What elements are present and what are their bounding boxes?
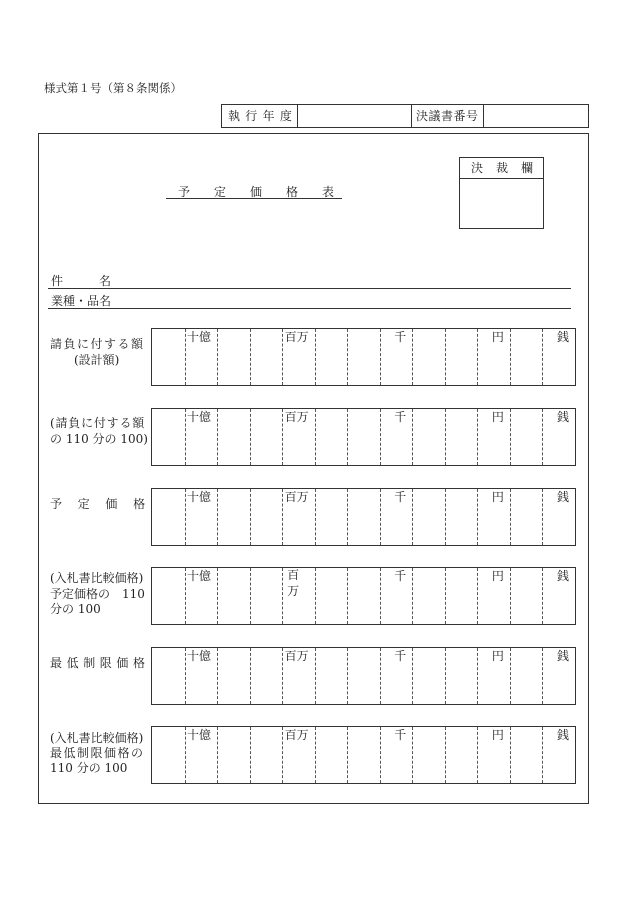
digit-cell	[510, 568, 543, 624]
digit-cell	[152, 568, 185, 624]
digit-cell	[380, 648, 413, 704]
digit-cell	[282, 568, 315, 624]
unit-label-sen-coin: 銭	[556, 569, 569, 583]
digit-cell	[282, 648, 315, 704]
row-label-line: 最低制限価格の	[50, 746, 145, 760]
price-row	[39, 408, 588, 466]
digit-cell	[282, 329, 315, 385]
amount-box	[151, 726, 576, 784]
digit-cell	[185, 727, 218, 783]
digit-cell	[250, 409, 283, 465]
digit-cell	[477, 489, 510, 545]
execution-year-label: 執行年度	[222, 105, 298, 127]
row-label-line: 請負に付する額	[50, 337, 145, 351]
digit-cell	[250, 489, 283, 545]
digit-cell	[315, 648, 348, 704]
project-name-field	[48, 275, 571, 289]
approval-stamp-area	[460, 179, 543, 228]
row-label	[50, 655, 150, 671]
digit-cell	[217, 648, 250, 704]
digit-cell	[542, 409, 575, 465]
unit-label-ten-oku: 十億	[187, 728, 212, 742]
row-label	[50, 496, 161, 512]
digit-cell	[185, 648, 218, 704]
digit-cell	[477, 568, 510, 624]
unit-label-en: 円	[491, 569, 504, 583]
unit-label-en: 円	[491, 728, 504, 742]
digit-cell	[347, 489, 380, 545]
digit-cell	[347, 409, 380, 465]
unit-label-sen-coin: 銭	[556, 728, 569, 742]
digit-cell	[315, 329, 348, 385]
digit-cell	[445, 648, 478, 704]
price-row	[39, 726, 588, 784]
digit-cell	[542, 648, 575, 704]
row-label-line: 予定価格の 110	[50, 586, 145, 601]
digit-cell	[380, 489, 413, 545]
form-frame	[38, 133, 589, 804]
digit-cell	[315, 409, 348, 465]
digit-cell	[250, 568, 283, 624]
unit-label-en: 円	[491, 649, 504, 663]
digit-cell	[185, 329, 218, 385]
unit-label-sen: 千	[394, 649, 407, 663]
category-label: 業種・品名	[51, 294, 112, 308]
row-label-line: 最低制限価格	[50, 656, 150, 670]
digit-cell	[542, 568, 575, 624]
digit-cell	[347, 727, 380, 783]
digit-cell	[412, 648, 445, 704]
unit-label-sen-coin: 銭	[556, 490, 569, 504]
digit-cell	[380, 409, 413, 465]
digit-cell	[510, 489, 543, 545]
row-label-line: 分の 100	[50, 602, 101, 616]
digit-cell	[412, 329, 445, 385]
digit-cell	[412, 489, 445, 545]
unit-label-ten-oku: 十億	[187, 569, 212, 583]
digit-cell	[412, 568, 445, 624]
digit-cell	[347, 329, 380, 385]
amount-box	[151, 328, 576, 386]
digit-cell	[445, 329, 478, 385]
digit-cell	[445, 568, 478, 624]
unit-label-hyaku-man: 百万	[287, 568, 300, 598]
price-row	[39, 328, 588, 386]
unit-label-sen: 千	[394, 490, 407, 504]
unit-label-en: 円	[491, 490, 504, 504]
amount-box	[151, 567, 576, 625]
digit-cell	[217, 727, 250, 783]
unit-label-sen: 千	[394, 728, 407, 742]
digit-cell	[152, 489, 185, 545]
execution-year-value	[298, 105, 412, 127]
row-label	[50, 731, 145, 776]
unit-label-en: 円	[491, 330, 504, 344]
unit-label-hyaku-man: 百万	[284, 728, 309, 742]
digit-cell	[217, 329, 250, 385]
digit-cell	[152, 329, 185, 385]
form-number: 様式第１号（第８条関係）	[44, 81, 182, 95]
unit-label-sen: 千	[394, 569, 407, 583]
digit-cell	[185, 568, 218, 624]
unit-label-hyaku-man: 百万	[284, 490, 309, 504]
digit-cell	[510, 409, 543, 465]
unit-label-hyaku-man: 百万	[284, 330, 309, 344]
digit-cell	[542, 727, 575, 783]
digit-cell	[250, 727, 283, 783]
digit-cell	[380, 568, 413, 624]
amount-box	[151, 488, 576, 546]
row-label-line: (入札書比較価格)	[50, 731, 144, 745]
digit-cell	[282, 489, 315, 545]
digit-cell	[152, 409, 185, 465]
digit-cell	[315, 489, 348, 545]
unit-label-sen: 千	[394, 410, 407, 424]
digit-cell	[315, 568, 348, 624]
row-label-line: (請負に付する額	[50, 416, 146, 430]
digit-cell	[510, 648, 543, 704]
digit-cell	[380, 727, 413, 783]
digit-cell	[347, 568, 380, 624]
price-row	[39, 567, 588, 625]
amount-box	[151, 647, 576, 705]
digit-cell	[250, 648, 283, 704]
header-table	[221, 104, 589, 128]
project-name-label: 件名	[51, 274, 148, 288]
unit-label-ten-oku: 十億	[187, 649, 212, 663]
unit-label-ten-oku: 十億	[187, 490, 212, 504]
row-label	[50, 571, 145, 618]
digit-cell	[542, 329, 575, 385]
digit-cell	[510, 727, 543, 783]
category-field	[48, 295, 571, 309]
row-label-line: の 110 分の 100)	[50, 432, 148, 446]
digit-cell	[477, 409, 510, 465]
approval-header: 決裁欄	[460, 158, 543, 179]
unit-label-ten-oku: 十億	[187, 410, 212, 424]
amount-box	[151, 408, 576, 466]
digit-cell	[477, 329, 510, 385]
form-title: 予定価格表	[166, 186, 342, 199]
row-label-line: (設計額)	[74, 353, 120, 367]
digit-cell	[445, 727, 478, 783]
digit-cell	[542, 489, 575, 545]
digit-cell	[477, 648, 510, 704]
digit-cell	[217, 568, 250, 624]
digit-cell	[445, 489, 478, 545]
row-label	[50, 415, 148, 447]
digit-cell	[347, 648, 380, 704]
digit-cell	[412, 727, 445, 783]
row-label	[50, 336, 145, 368]
price-row	[39, 647, 588, 705]
digit-cell	[380, 329, 413, 385]
digit-cell	[185, 489, 218, 545]
row-label-line: 予定価格	[50, 497, 161, 511]
resolution-number-label: 決議書番号	[412, 105, 484, 127]
row-label-line: 110 分の 100	[50, 761, 128, 775]
unit-label-hyaku-man: 百万	[284, 649, 309, 663]
resolution-number-value	[484, 105, 588, 127]
digit-cell	[477, 727, 510, 783]
unit-label-sen-coin: 銭	[556, 410, 569, 424]
digit-cell	[412, 409, 445, 465]
price-row	[39, 488, 588, 546]
digit-cell	[445, 409, 478, 465]
digit-cell	[217, 489, 250, 545]
digit-cell	[152, 648, 185, 704]
unit-label-sen-coin: 銭	[556, 330, 569, 344]
digit-cell	[152, 727, 185, 783]
unit-label-hyaku-man: 百万	[284, 410, 309, 424]
digit-cell	[282, 727, 315, 783]
unit-label-sen: 千	[394, 330, 407, 344]
digit-cell	[185, 409, 218, 465]
approval-box	[459, 157, 547, 229]
unit-label-sen-coin: 銭	[556, 649, 569, 663]
unit-label-ten-oku: 十億	[187, 330, 212, 344]
digit-cell	[217, 409, 250, 465]
unit-label-en: 円	[491, 410, 504, 424]
digit-cell	[315, 727, 348, 783]
digit-cell	[510, 329, 543, 385]
row-label-line: (入札書比較価格)	[50, 571, 144, 585]
digit-cell	[250, 329, 283, 385]
digit-cell	[282, 409, 315, 465]
